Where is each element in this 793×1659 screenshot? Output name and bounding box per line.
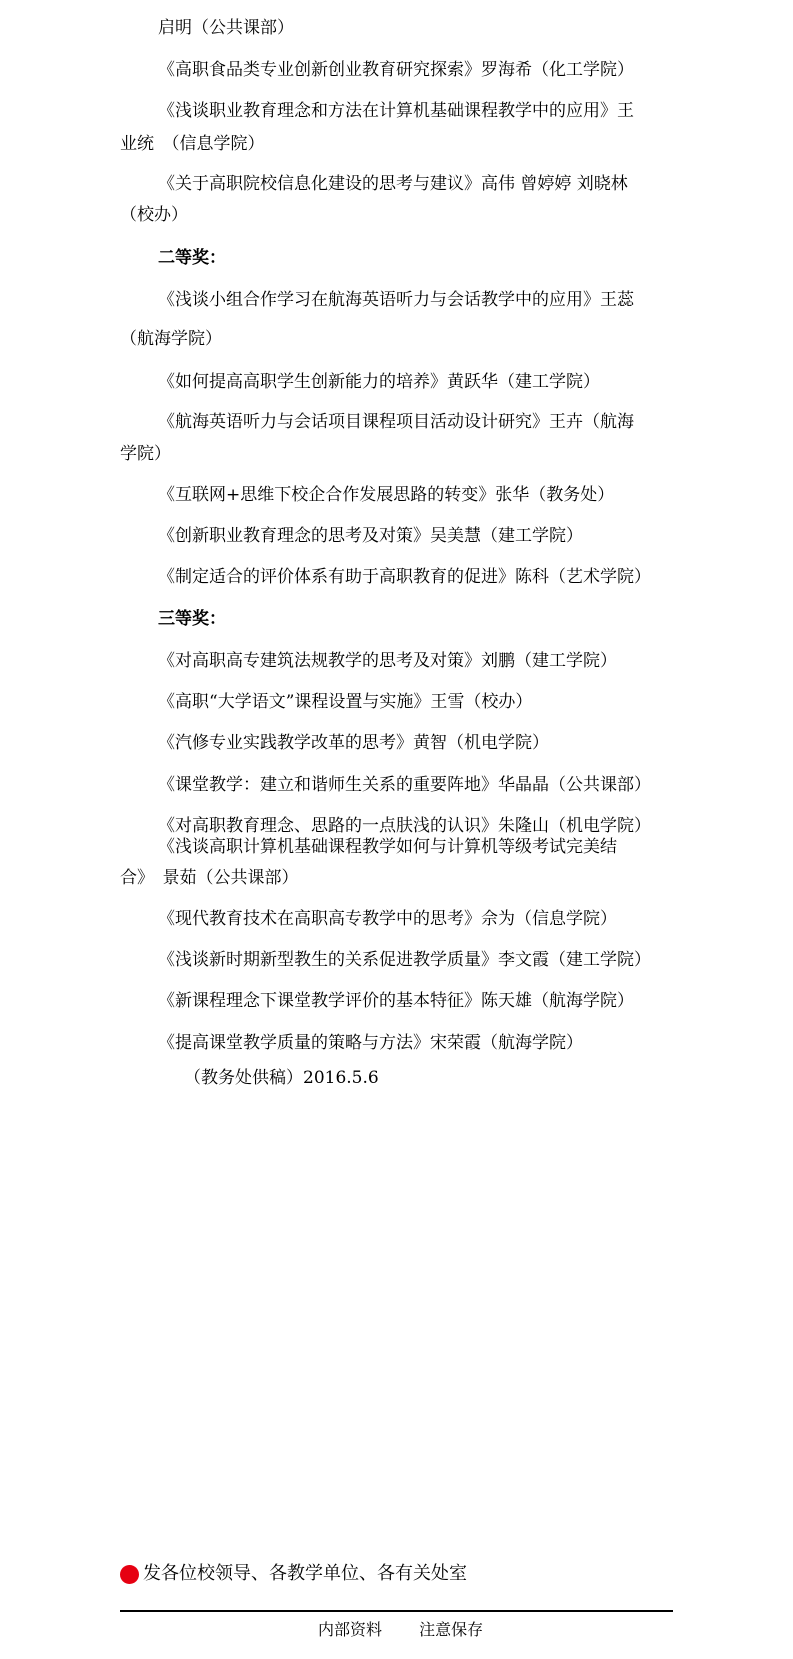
text-line: 《高职“大学语文”课程设置与实施》王雪（校办） — [158, 692, 533, 712]
text-line: （校办） — [120, 205, 188, 225]
text-line: 《对高职高专建筑法规教学的思考及对策》刘鹏（建工学院） — [158, 651, 617, 671]
award-heading-third: 三等奖： — [158, 609, 226, 629]
text-line: 《浅谈小组合作学习在航海英语听力与会话教学中的应用》王蕊 — [158, 290, 634, 310]
text-line: 《新课程理念下课堂教学评价的基本特征》陈天雄（航海学院） — [158, 991, 634, 1011]
distribution-line — [120, 1562, 467, 1586]
text-line: 《制定适合的评价体系有助于高职教育的促进》陈科（艺术学院） — [158, 567, 651, 587]
distribution-text: 发各位校领导、各教学单位、各有关处室 — [143, 1563, 467, 1584]
text-line: 《关于高职院校信息化建设的思考与建议》高伟 曾婷婷 刘晓林 — [158, 174, 628, 194]
red-dot-icon — [120, 1565, 139, 1584]
text-line: 《课堂教学：建立和谐师生关系的重要阵地》华晶晶（公共课部） — [158, 775, 651, 795]
footer-labels — [318, 1619, 483, 1641]
internal-material-label: 内部资料 — [318, 1620, 383, 1639]
text-line: 《航海英语听力与会话项目课程项目活动设计研究》王卉（航海 — [158, 412, 634, 432]
text-line: 《创新职业教育理念的思考及对策》吴美慧（建工学院） — [158, 526, 583, 546]
text-line: 《浅谈高职计算机基础课程教学如何与计算机等级考试完美结 — [158, 837, 617, 857]
text-line: 《现代教育技术在高职高专教学中的思考》佘为（信息学院） — [158, 909, 617, 929]
text-line: 学院） — [120, 444, 171, 464]
text-line: 业统 （信息学院） — [120, 134, 265, 154]
text-line: 《如何提高高职学生创新能力的培养》黄跃华（建工学院） — [158, 372, 600, 392]
text-line: 《提高课堂教学质量的策略与方法》宋荣霞（航海学院） — [158, 1033, 583, 1053]
text-line: 合》 景茹（公共课部） — [120, 868, 299, 888]
award-heading-second: 二等奖： — [158, 248, 226, 268]
text-line: 《汽修专业实践教学改革的思考》黄智（机电学院） — [158, 733, 549, 753]
footer-divider — [120, 1610, 673, 1612]
keep-safe-label: 注意保存 — [419, 1620, 484, 1639]
text-line: 《对高职教育理念、思路的一点肤浅的认识》朱隆山（机电学院） — [158, 816, 651, 836]
text-line: （航海学院） — [120, 329, 222, 349]
text-line: 《浅谈职业教育理念和方法在计算机基础课程教学中的应用》王 — [158, 101, 634, 121]
text-line: 《浅谈新时期新型教生的关系促进教学质量》李文霞（建工学院） — [158, 950, 651, 970]
text-line: 《高职食品类专业创新创业教育研究探索》罗海希（化工学院） — [158, 60, 634, 80]
text-line: 启明（公共课部） — [158, 18, 294, 38]
text-line: 《互联网+思维下校企合作发展思路的转变》张华（教务处） — [158, 485, 615, 505]
source-note: （教务处供稿）2016.5.6 — [184, 1068, 379, 1088]
